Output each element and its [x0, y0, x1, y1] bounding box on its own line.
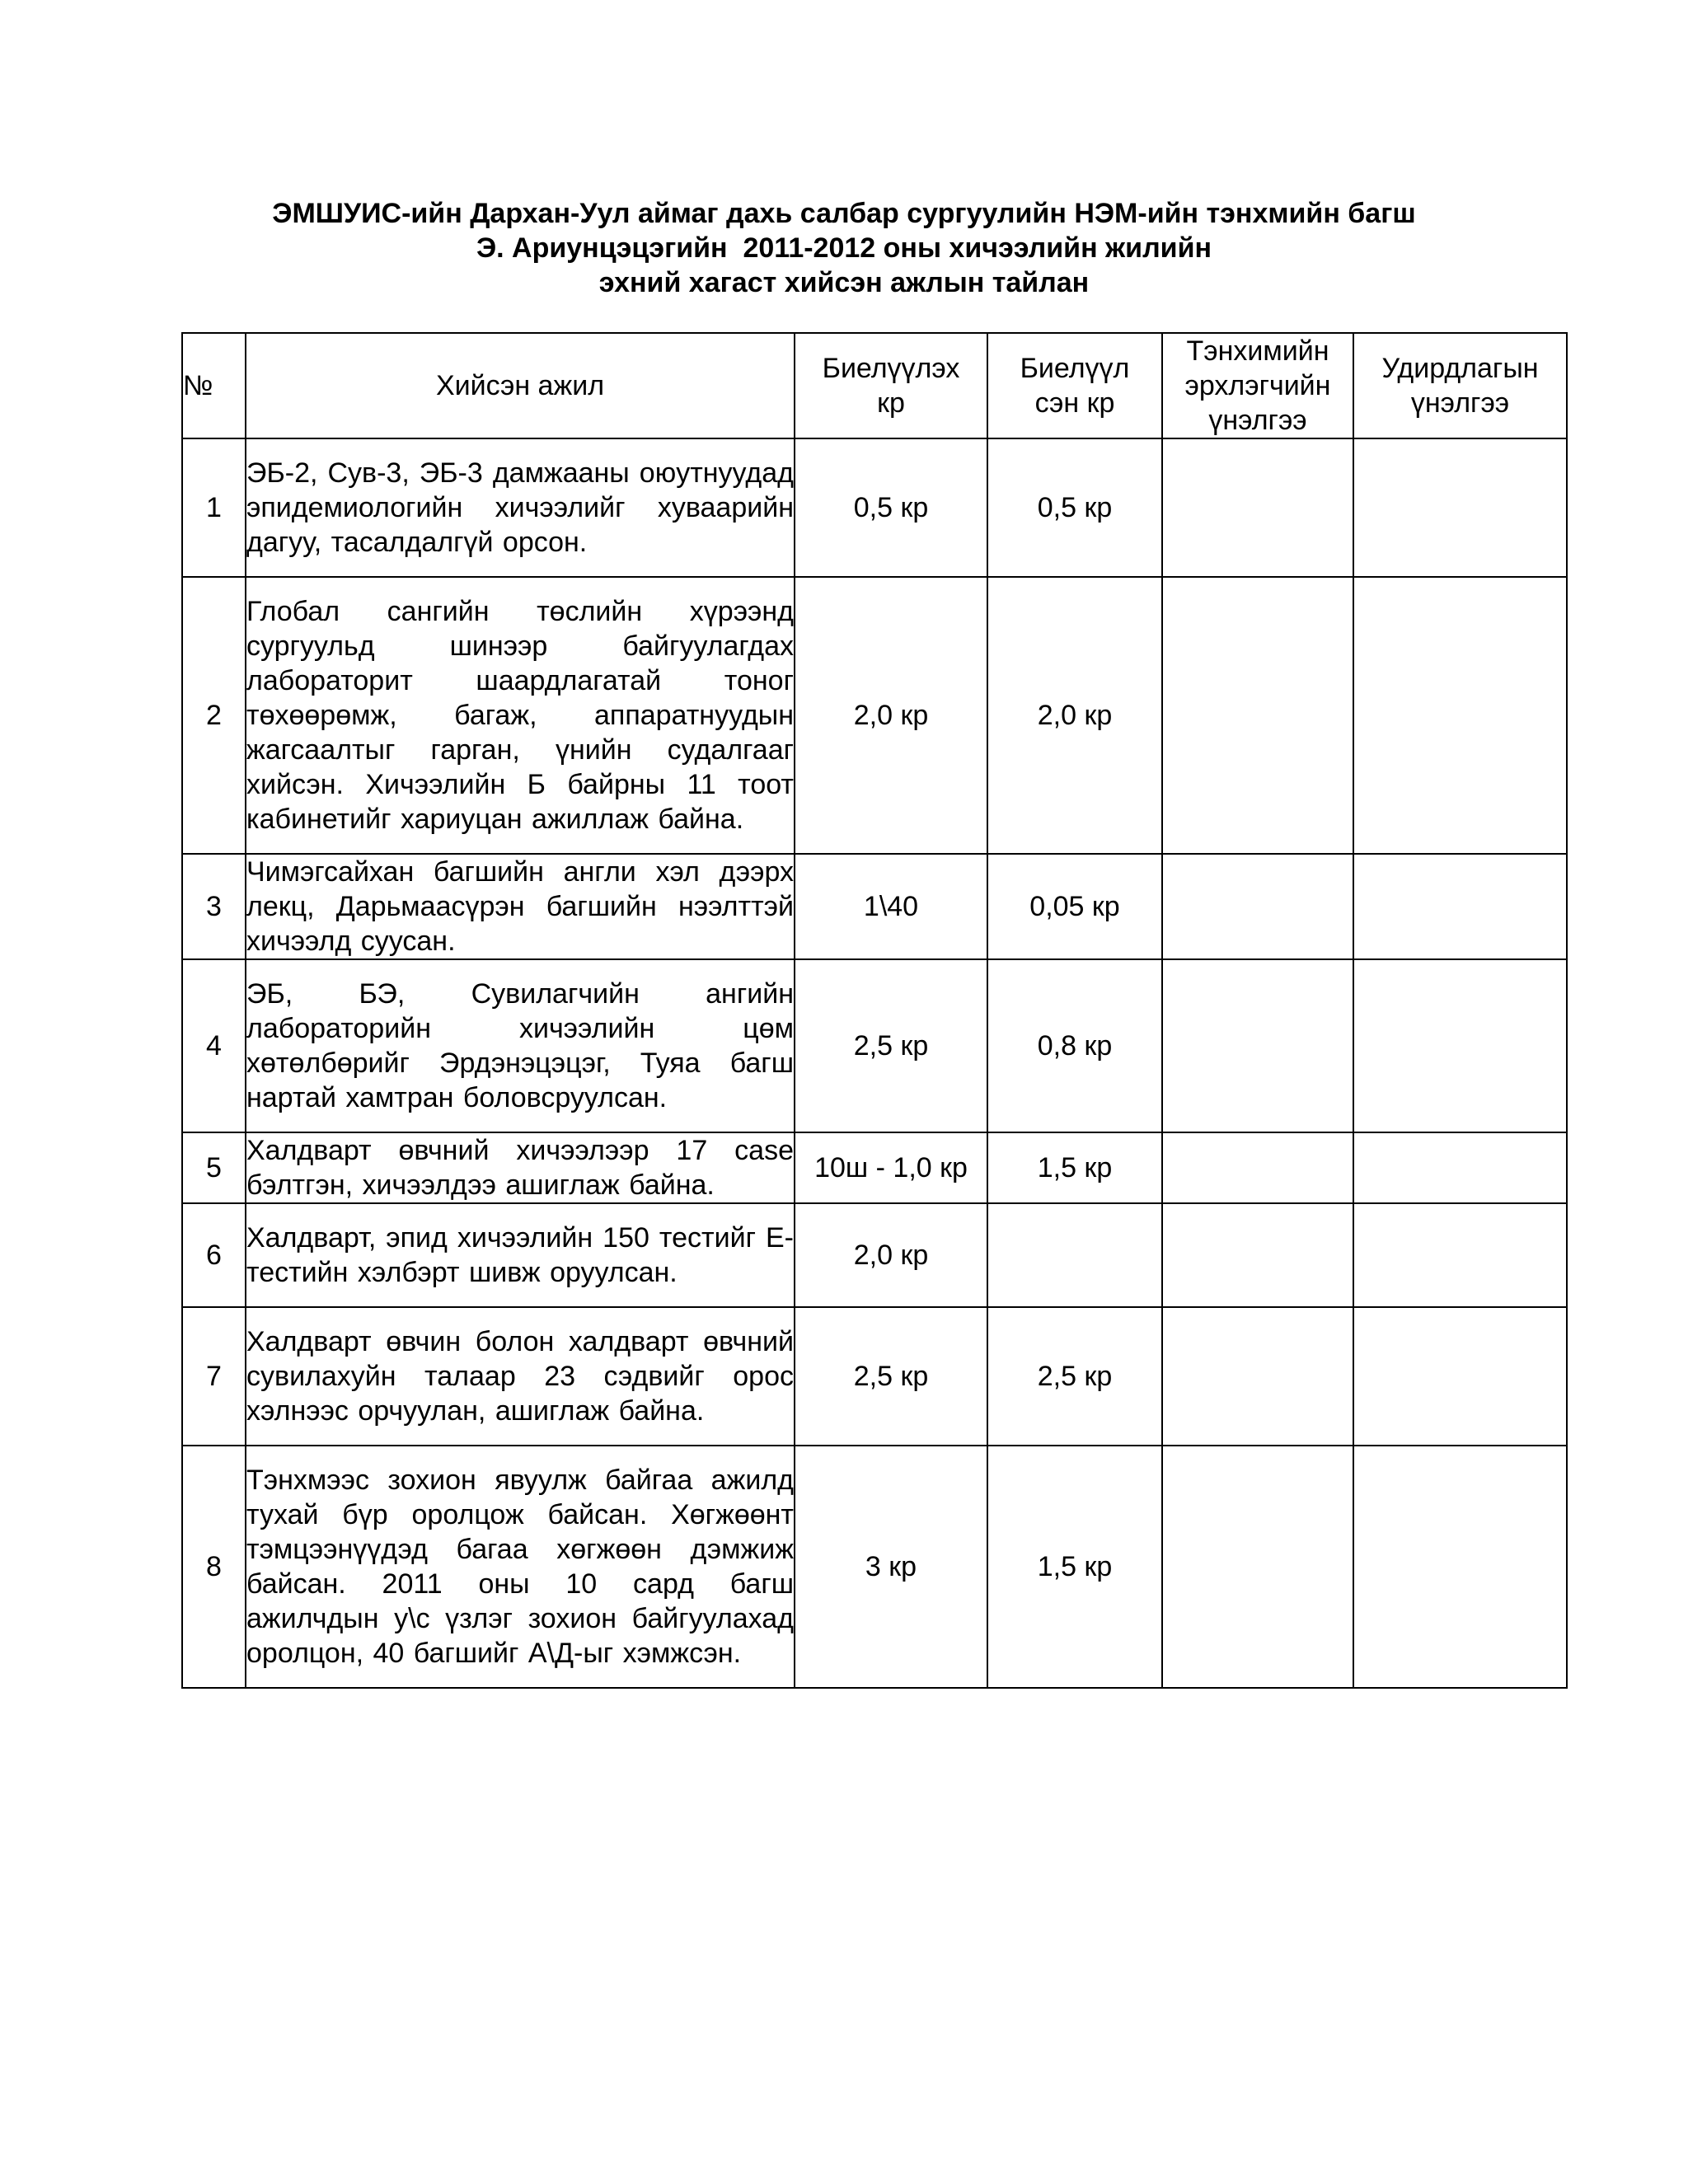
row-dept-evaluation: [1162, 1446, 1353, 1688]
header-dept-line-2: эрхлэгчийн: [1184, 370, 1331, 401]
row-plan: 0,5 кр: [795, 438, 987, 577]
row-number: 8: [182, 1446, 246, 1688]
header-plan: [795, 333, 987, 438]
row-plan: 2,0 кр: [795, 1203, 987, 1307]
row-dept-evaluation: [1162, 854, 1353, 959]
row-done: 1,5 кр: [987, 1446, 1162, 1688]
row-number: 6: [182, 1203, 246, 1307]
row-plan: 1\40: [795, 854, 987, 959]
row-mgmt-evaluation: [1353, 438, 1567, 577]
row-work: Халдварт, эпид хичээлийн 150 тестийг Е- тестийн хэлбэрт шивж оруулсан.: [246, 1203, 795, 1307]
row-dept-evaluation: [1162, 959, 1353, 1132]
table-row: [182, 854, 1567, 959]
row-done: 0,5 кр: [987, 438, 1162, 577]
row-plan: 2,5 кр: [795, 959, 987, 1132]
work-report-table: [181, 332, 1568, 1689]
table-row: [182, 1132, 1567, 1203]
row-mgmt-evaluation: [1353, 1446, 1567, 1688]
header-plan-line-1: Биелүүлэх: [822, 353, 960, 384]
row-dept-evaluation: [1162, 438, 1353, 577]
table-row: [182, 1203, 1567, 1307]
row-mgmt-evaluation: [1353, 1203, 1567, 1307]
header-dept-evaluation: [1162, 333, 1353, 438]
row-dept-evaluation: [1162, 1307, 1353, 1446]
row-work: Чимэгсайхан багшийн англи хэл дээрх лекц, Дарьмаасүрэн багшийн нээлттэй хичээлд суусан.: [246, 854, 795, 959]
table-row: [182, 438, 1567, 577]
row-number: 2: [182, 577, 246, 854]
row-number: 1: [182, 438, 246, 577]
row-number: 7: [182, 1307, 246, 1446]
row-mgmt-evaluation: [1353, 854, 1567, 959]
table-row: [182, 959, 1567, 1132]
row-work: Глобал сангийн төслийн хүрээнд сургуульд шинээр байгуулагдах лабораторит шаардлагатай тоног төхөөрөмж, багаж, аппаратнуудын жагсаалтыг гарган, үнийн судалгааг хийсэн. Хичээлийн Б байрны 11 тоот кабинетийг хариуцан ажиллаж байна.: [246, 577, 795, 854]
row-dept-evaluation: [1162, 1132, 1353, 1203]
row-dept-evaluation: [1162, 577, 1353, 854]
row-number: 3: [182, 854, 246, 959]
row-work: Халдварт өвчний хичээлээр 17 case бэлтгэн, хичээлдээ ашиглаж байна.: [246, 1132, 795, 1203]
row-dept-evaluation: [1162, 1203, 1353, 1307]
header-done-line-2: сэн кр: [1034, 387, 1115, 419]
header-mgmt-evaluation: [1353, 333, 1567, 438]
row-mgmt-evaluation: [1353, 1307, 1567, 1446]
row-mgmt-evaluation: [1353, 577, 1567, 854]
row-plan: 10ш - 1,0 кр: [795, 1132, 987, 1203]
title-line-2: Э. Ариунцэцэгийн 2011-2012 оны хичээлийн жилийн: [476, 232, 1212, 264]
row-done: 0,8 кр: [987, 959, 1162, 1132]
row-plan: 2,5 кр: [795, 1307, 987, 1446]
header-no: №: [182, 333, 246, 438]
title-line-3: эхний хагаст хийсэн ажлын тайлан: [598, 267, 1090, 298]
row-done: [987, 1203, 1162, 1307]
row-number: 4: [182, 959, 246, 1132]
table-row: [182, 1307, 1567, 1446]
row-done: 1,5 кр: [987, 1132, 1162, 1203]
row-plan: 3 кр: [795, 1446, 987, 1688]
row-done: 2,0 кр: [987, 577, 1162, 854]
row-mgmt-evaluation: [1353, 1132, 1567, 1203]
header-work: Хийсэн ажил: [246, 333, 795, 438]
header-mgmt-line-2: үнэлгээ: [1410, 387, 1510, 419]
header-mgmt-line-1: Удирдлагын: [1381, 353, 1539, 384]
row-work: Тэнхмээс зохион явуулж байгаа ажилд тухай бүр оролцож байсан. Хөгжөөнт тэмцээнүүдэд багаа хөгжөөн дэмжиж байсан. 2011 оны 10 сард багш ажилчдын у\с үзлэг зохион байгуулахад оролцон, 40 багшийг А\Д-ыг хэмжсэн.: [246, 1446, 795, 1688]
row-done: 0,05 кр: [987, 854, 1162, 959]
row-done: 2,5 кр: [987, 1307, 1162, 1446]
header-dept-line-3: үнэлгээ: [1208, 405, 1307, 436]
row-mgmt-evaluation: [1353, 959, 1567, 1132]
row-work: ЭБ, БЭ, Сувилагчийн ангийн лабораторийн хичээлийн цөм хөтөлбөрийг Эрдэнэцэцэг, Туяа багш нартай хамтран боловсруулсан.: [246, 959, 795, 1132]
header-done-line-1: Биелүүл: [1020, 353, 1130, 384]
row-work: Халдварт өвчин болон халдварт өвчний сувилахуйн талаар 23 сэдвийг орос хэлнээс орчуулан, ашиглаж байна.: [246, 1307, 795, 1446]
row-number: 5: [182, 1132, 246, 1203]
table-row: [182, 577, 1567, 854]
header-row: [182, 333, 1567, 438]
row-work: ЭБ-2, Сув-3, ЭБ-3 дамжааны оюутнуудад эпидемиологийн хичээлийг хуваарийн дагуу, тасалдалгүй орсон.: [246, 438, 795, 577]
row-plan: 2,0 кр: [795, 577, 987, 854]
header-dept-line-1: Тэнхимийн: [1186, 335, 1329, 367]
title-line-1: ЭМШУИС-ийн Дархан-Уул аймаг дахь салбар сургуулийн НЭМ-ийн тэнхмийн багш: [272, 198, 1416, 229]
header-done: [987, 333, 1162, 438]
header-plan-line-2: кр: [877, 387, 905, 419]
table-row: [182, 1446, 1567, 1688]
report-title: [0, 196, 1688, 300]
